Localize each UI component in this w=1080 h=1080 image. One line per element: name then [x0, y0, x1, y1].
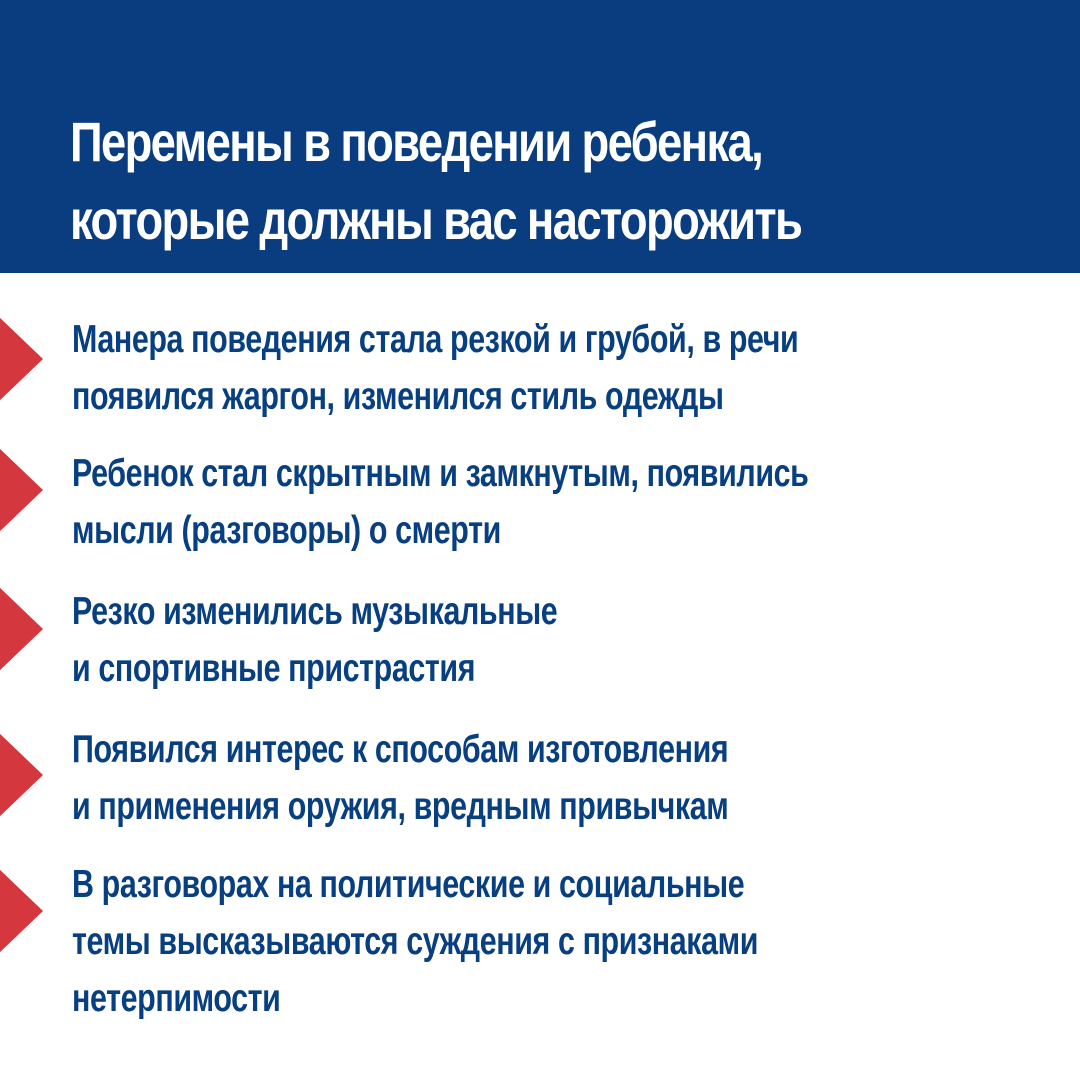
list-item-text: Резко изменились музыкальные и спортивные пристрастия — [72, 590, 558, 690]
list-item-text: Ребенок стал скрытным и замкнутым, появились мысли (разговоры) о смерти — [72, 452, 809, 552]
list-item-text: Появился интерес к способам изготовления и применения оружия, вредным привычкам — [72, 728, 729, 828]
list-item-text: Манера поведения стала резкой и грубой, в речи появился жаргон, изменился стиль одежды — [72, 318, 799, 418]
red-triangle-bullet-icon — [0, 731, 43, 819]
red-triangle-bullet-icon — [0, 315, 43, 403]
red-triangle-bullet-icon — [0, 446, 43, 534]
page-title-line-2: которые должны вас насторожить — [70, 188, 802, 251]
page-title-line-1: Перемены в поведении ребенка, — [70, 110, 763, 173]
list-item-text: В разговорах на политические и социальные темы высказываются суждения с признаками нетерпимости — [72, 863, 759, 1020]
red-triangle-bullet-icon — [0, 585, 43, 673]
red-triangle-bullet-icon — [0, 867, 43, 955]
